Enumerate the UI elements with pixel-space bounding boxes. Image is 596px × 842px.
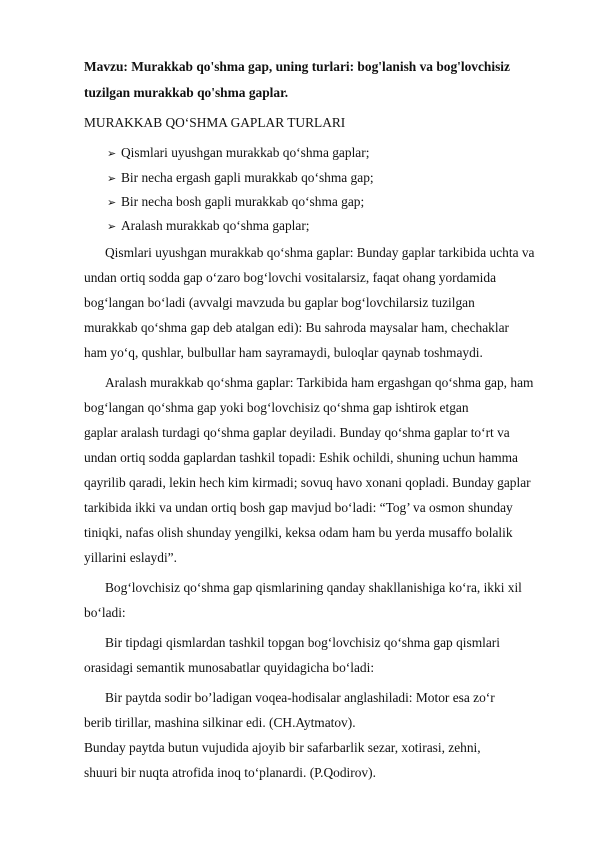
arrow-bullet-icon: ➢	[107, 197, 117, 209]
bullet-text: Bir necha ergash gapli murakkab qo‘shma gap;	[121, 170, 374, 185]
paragraph-line: gaplar aralash turdagi qo‘shma gaplar deyiladi. Bunday qo‘shma gaplar to‘rt va	[84, 425, 510, 440]
paragraph-line: bo‘ladi:	[84, 605, 126, 620]
paragraph-line: Qismlari uyushgan murakkab qo‘shma gaplar: Bunday gaplar tarkibida uchta va	[105, 245, 535, 260]
bullet-item	[107, 170, 374, 187]
paragraph-line: tarkibida ikki va undan ortiq bosh gap mavjud bo‘ladi: “Tog’ va osmon shunday	[84, 500, 513, 515]
paragraph-line: berib tirillar, mashina silkinar edi. (CH.Aytmatov).	[84, 715, 356, 730]
bullet-item	[107, 218, 310, 235]
paragraph-line: Bog‘lovchisiz qo‘shma gap qismlarining qanday shakllanishiga ko‘ra, ikki xil	[105, 580, 522, 595]
bullet-item	[107, 194, 364, 211]
paragraph-line: undan ortiq sodda gap o‘zaro bog‘lovchi vositalarsiz, faqat ohang yordamida	[84, 270, 497, 285]
paragraph-line: tiniqki, nafas olish shunday yengilki, keksa odam ham bu yerda musaffo bolalik	[84, 525, 513, 540]
topic-title-line-1: Mavzu: Murakkab qo'shma gap, uning turlari: bog'lanish va bog'lovchisiz	[84, 59, 510, 74]
paragraph-line: bog‘langan bo‘ladi (avvalgi mavzuda bu gaplar bog‘lovchilarsiz tuzilgan	[84, 295, 475, 310]
paragraph-line: Aralash murakkab qo‘shma gaplar: Tarkibida ham ergashgan qo‘shma gap, ham	[105, 375, 534, 390]
arrow-bullet-icon: ➢	[107, 148, 117, 160]
paragraph-line: Bunday paytda butun vujudida ajoyib bir safarbarlik sezar, xotirasi, zehni,	[84, 740, 481, 755]
paragraph-line: orasidagi semantik munosabatlar quyidagicha bo‘ladi:	[84, 660, 375, 675]
bullet-item	[107, 145, 369, 162]
section-heading: MURAKKAB QO‘SHMA GAPLAR TURLARI	[84, 115, 346, 130]
bullet-text: Bir necha bosh gapli murakkab qo‘shma gap;	[121, 194, 365, 209]
arrow-bullet-icon: ➢	[107, 173, 117, 185]
paragraph-line: qayrilib qaradi, lekin hech kim kirmadi; sovuq havo xonani qopladi. Bunday gaplar	[84, 475, 531, 490]
topic-title-line-2: tuzilgan murakkab qo'shma gaplar.	[84, 85, 289, 100]
arrow-bullet-icon: ➢	[107, 221, 117, 233]
paragraph-line: Bir tipdagi qismlardan tashkil topgan bog‘lovchisiz qo‘shma gap qismlari	[105, 635, 500, 650]
paragraph-line: bog‘langan qo‘shma gap yoki bog‘lovchisiz qo‘shma gap ishtirok etgan	[84, 400, 469, 415]
paragraph-line: Bir paytda sodir bo’ladigan voqea-hodisalar anglashiladi: Motor esa zo‘r	[105, 690, 495, 705]
paragraph-line: murakkab qo‘shma gap deb atalgan edi): Bu sahroda maysalar ham, chechaklar	[84, 320, 509, 335]
bullet-text: Aralash murakkab qo‘shma gaplar;	[121, 218, 310, 233]
paragraph-line: yillarini eslaydi”.	[84, 550, 177, 565]
paragraph-line: undan ortiq sodda gaplardan tashkil topadi: Eshik ochildi, shuning uchun hamma	[84, 450, 519, 465]
paragraph-line: shuuri bir nuqta atrofida inoq to‘planardi. (P.Qodirov).	[84, 765, 376, 780]
paragraph-line: ham yo‘q, qushlar, bulbullar ham sayramaydi, buloqlar qaynab toshmaydi.	[84, 345, 483, 360]
bullet-text: Qismlari uyushgan murakkab qo‘shma gaplar;	[121, 145, 370, 160]
